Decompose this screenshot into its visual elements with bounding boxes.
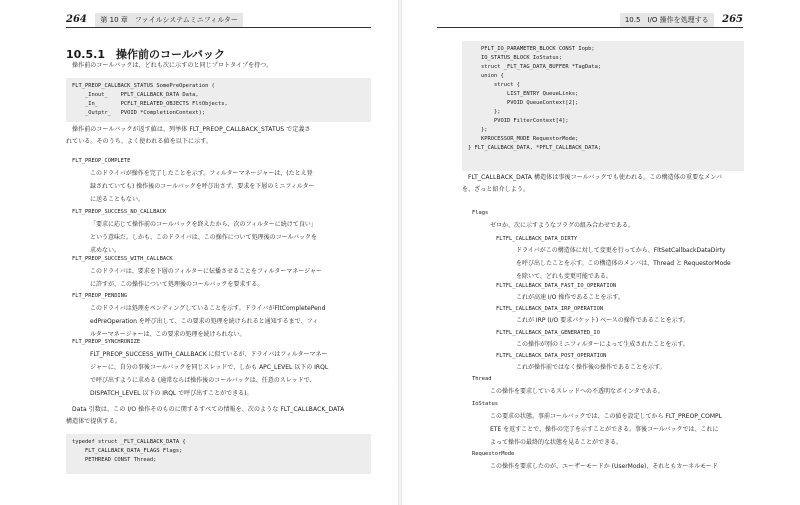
code-block-struct-continued (462, 41, 744, 171)
desc-line: という意味だ。しかも、このドライバは、この操作について処理後のコールバックを (90, 234, 318, 241)
term-requestor-mode: RequestorMode (472, 451, 515, 457)
desc-flag-irp: これが IRP (I/O 要求パケット) ベースの操作であることを示す。 (516, 317, 690, 324)
desc-requestor-mode: この操作を要求したのが、ユーザーモードか (UserMode)、それともカーネルモード (490, 463, 718, 470)
desc-flag-fast-io: これが高速 I/O 操作であることを示す。 (516, 294, 624, 301)
desc-line: 録されていても) 操作後のコールバックを呼び出さず、要求を下層のミニフィルター (90, 183, 315, 190)
code-line: struct { (468, 82, 520, 88)
paragraph-callback-data (462, 172, 722, 196)
desc-line: FLT_PREOP_SUCCESS_WITH_CALLBACK に似ているが、ドライバはフィルターマネー (90, 351, 328, 358)
code-line: } FLT_CALLBACK_DATA, *PFLT_CALLBACK_DATA; (468, 145, 602, 151)
term-flag-dirty: FLTFL_CALLBACK_DATA_DIRTY (496, 236, 578, 242)
section-title: 10.5.1 操作前のコールバック (66, 48, 225, 61)
desc-line: を呼び出したことを示す。この構造体のメンバは、Thread と RequestorMode (516, 260, 731, 267)
desc-preop-success-with-callback (90, 265, 322, 291)
left-running-header (66, 13, 371, 28)
code-line: _Inout_ PFLT_CALLBACK_DATA Data, (72, 92, 199, 98)
term-preop-pending: FLT_PREOP_PENDING (72, 293, 128, 299)
code-line: PVOID QueueContext[2]; (468, 100, 579, 106)
desc-preop-complete (90, 167, 315, 206)
desc-preop-success-no-callback (90, 218, 317, 257)
paragraph-line: を、ざっと紹介しよう。 (462, 186, 530, 193)
term-flag-post-operation: FLTFL_CALLBACK_DATA_POST_OPERATION (496, 353, 607, 359)
term-flag-fast-io: FLTFL_CALLBACK_DATA_FAST_IO_OPERATION (496, 283, 617, 289)
term-preop-complete: FLT_PREOP_COMPLETE (72, 158, 131, 164)
code-line: KPROCESSOR_MODE RequestorMode; (468, 136, 579, 142)
code-line: _Outptr_ PVOID *CompletionContext); (72, 110, 206, 116)
paragraph-line: れている。そのうち、よく使われる値を以下に示す。 (66, 138, 212, 145)
paragraph-line: Data 引数は、この I/O 操作そのものに関するすべての情報を、次のような FLT_CALLBACK_DATA (72, 406, 345, 413)
paragraph-line: 操作前のコールバックが返す値は、列挙体 FLT_PREOP_CALLBACK_STATUS で定義さ (72, 126, 311, 133)
term-flags: Flags (472, 210, 489, 216)
code-line: struct _FLT_TAG_DATA_BUFFER *TagData; (468, 64, 602, 70)
code-line: IO_STATUS_BLOCK IoStatus; (468, 55, 563, 61)
desc-line: 求めない。 (90, 247, 121, 254)
desc-line: ジャーに、自分の事後コールバックを同じスレッドで、しかも APC_LEVEL 以下の IRQL (90, 364, 329, 371)
code-line: _In_ PCFLT_RELATED_OBJECTS FltObjects, (72, 101, 228, 107)
desc-line: 「要求に応じて操作前のコールバックを終えたから、次のフィルターに続けて良い」 (90, 221, 317, 228)
term-flag-irp: FLTFL_CALLBACK_DATA_IRP_OPERATION (496, 306, 604, 312)
paragraph-line: 構造体で提供する。 (66, 418, 121, 425)
code-line: }; (468, 109, 501, 115)
paragraph-data-argument (66, 404, 344, 428)
desc-flags: ゼロか、次に示すようなフラグの組み合わせである。 (490, 222, 635, 229)
desc-flag-post-operation: これが操作前ではなく操作後の操作であることを示す。 (516, 364, 666, 371)
paragraph-return-values (66, 124, 311, 148)
term-flag-generated-io: FLTFL_CALLBACK_DATA_GENERATED_IO (496, 330, 600, 336)
code-line: union { (468, 73, 504, 79)
section-tab: 10.5 I/O 操作を処理する (620, 13, 714, 27)
code-block-struct-start (66, 434, 371, 474)
code-line: }; (468, 127, 488, 133)
code-line: PFLT_IO_PARAMETER_BLOCK CONST Iopb; (468, 46, 595, 52)
term-preop-success-with-callback: FLT_PREOP_SUCCESS_WITH_CALLBACK (72, 256, 173, 262)
term-preop-synchronize: FLT_PREOP_SYNCHRONIZE (72, 339, 141, 345)
intro-paragraph: 操作前のコールバックは、どれも次に示すのと同じプロトタイプを持つ。 (72, 62, 273, 69)
term-thread: Thread (472, 376, 492, 382)
desc-line: に許すが、この操作について処理後のコールバックを要求する。 (90, 281, 264, 288)
desc-line: この要求の状態。事前コールバックでは、この値を設定してから FLT_PREOP_COMPL (490, 413, 722, 420)
code-block-prototype (66, 78, 371, 122)
desc-thread: この操作を要求しているスレッドへの不透明なポインタである。 (490, 388, 664, 395)
desc-line: で呼び出すように求める (通常ならば操作後のコールバックは、任意のスレッドで、 (90, 377, 316, 384)
desc-line: ドライバがこの構造体に対して変更を行ってから、FltSetCallbackDataDirty (516, 247, 726, 254)
desc-line: edPreOperation を呼び出して、この要求の処理を続けられると通知するまで、フィ (90, 318, 319, 325)
desc-line: ルターマネージャーは、この要求の処理を続けられない。 (90, 331, 246, 338)
desc-flag-dirty (516, 244, 731, 283)
desc-preop-synchronize (90, 348, 328, 400)
desc-iostatus (490, 410, 722, 449)
code-line: FLT_CALLBACK_DATA_FLAGS Flags; (72, 448, 183, 454)
desc-flag-generated-io: この操作が別のミニフィルターによって生成されたことを示す。 (516, 341, 689, 348)
chapter-tab: 第 10 章 ファイルシステムミニフィルター (95, 13, 243, 27)
code-line: FLT_PREOP_CALLBACK_STATUS SomePreOperation ( (72, 83, 215, 89)
code-line: PVOID FilterContext[4]; (468, 118, 569, 124)
page-number: 264 (66, 14, 87, 25)
right-page (400, 0, 800, 505)
desc-line: に送ることもない。 (90, 196, 145, 203)
code-line: typedef struct _FLT_CALLBACK_DATA { (72, 439, 186, 445)
paragraph-line: FLT_CALLBACK_DATA 構造体は事後コールバックでも使われる。この構造体の重要なメンバ (468, 174, 723, 181)
term-iostatus: IoStatus (472, 401, 498, 407)
desc-line: このドライバは、要求を下層のフィルターに伝播させることをフィルターマネージャー (90, 268, 323, 275)
right-running-header (437, 13, 743, 28)
desc-line: このドライバは処理をペンディングしていることを示す。ドライバがFltCompletePend (90, 305, 326, 312)
desc-line: このドライバが操作を完了したことを示す。フィルターマネージャーは、(たとえ登 (90, 170, 313, 177)
code-line: LIST_ENTRY QueueLinks; (468, 91, 579, 97)
desc-line: よって操作の最終的な状態を見ることができる。 (490, 439, 623, 446)
desc-line: ETE を返すことで、操作の完了を示すことができる。事後コールバックでは、これに (490, 426, 719, 433)
code-line: PETHREAD CONST Thread; (72, 457, 157, 463)
desc-line: DISPATCH_LEVEL 以下の IRQL で呼び出すことができる)。 (90, 390, 253, 397)
page-number: 265 (722, 14, 743, 25)
term-preop-success-no-callback: FLT_PREOP_SUCCESS_NO_CALLBACK (72, 209, 167, 215)
desc-line: を除いて、どれも変更可能である。 (516, 273, 612, 280)
